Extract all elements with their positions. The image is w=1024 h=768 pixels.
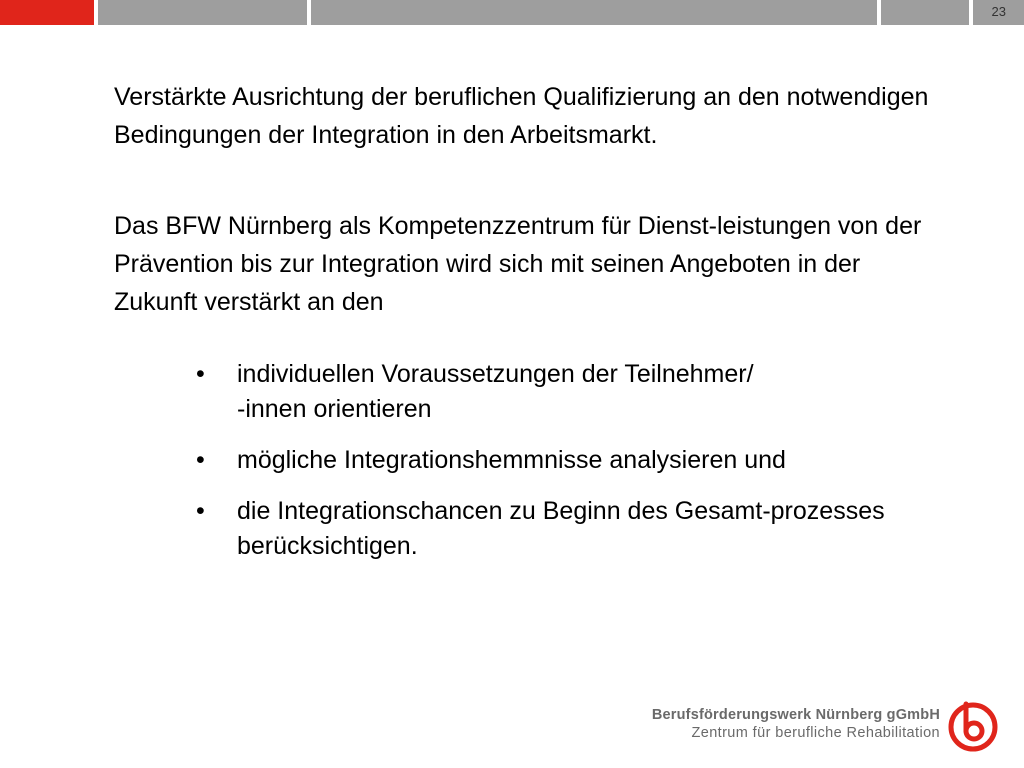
- bullet-item: [196, 443, 956, 478]
- bullet-list: [196, 357, 956, 580]
- top-bar-segment: [311, 0, 877, 25]
- top-bar-segment: [881, 0, 969, 25]
- top-bar-segment: [98, 0, 307, 25]
- bullet-icon: •: [196, 497, 205, 525]
- top-bar-red-segment: [0, 0, 94, 25]
- bullet-text: individuellen Voraussetzungen der Teilnehmer/ -innen orientieren: [237, 360, 754, 423]
- slide-number: 23: [991, 4, 1006, 19]
- bullet-text: mögliche Integrationshemmnisse analysieren und: [237, 446, 786, 474]
- company-subtitle: Zentrum für berufliche Rehabilitation: [691, 725, 940, 741]
- company-name: Berufsförderungswerk Nürnberg gGmbH: [651, 707, 940, 723]
- bullet-text: die Integrationschancen zu Beginn des Gesamt-prozesses berücksichtigen.: [237, 497, 885, 560]
- paragraph-bfw-competence: Das BFW Nürnberg als Kompetenzzentrum für Dienst-leistungen von der Prävention bis zur Integration wird sich mit seinen Angeboten in der Zukunft verstärkt an den: [114, 212, 922, 316]
- bullet-item: [196, 494, 956, 564]
- bullet-icon: •: [196, 446, 205, 474]
- bfw-logo-icon: [944, 700, 1000, 752]
- bullet-icon: •: [196, 360, 205, 388]
- bullet-item: [196, 357, 956, 427]
- paragraph-qualification: Verstärkte Ausrichtung der beruflichen Qualifizierung an den notwendigen Bedingungen der Integration in den Arbeitsmarkt.: [114, 83, 929, 149]
- top-color-bar: [0, 0, 1024, 25]
